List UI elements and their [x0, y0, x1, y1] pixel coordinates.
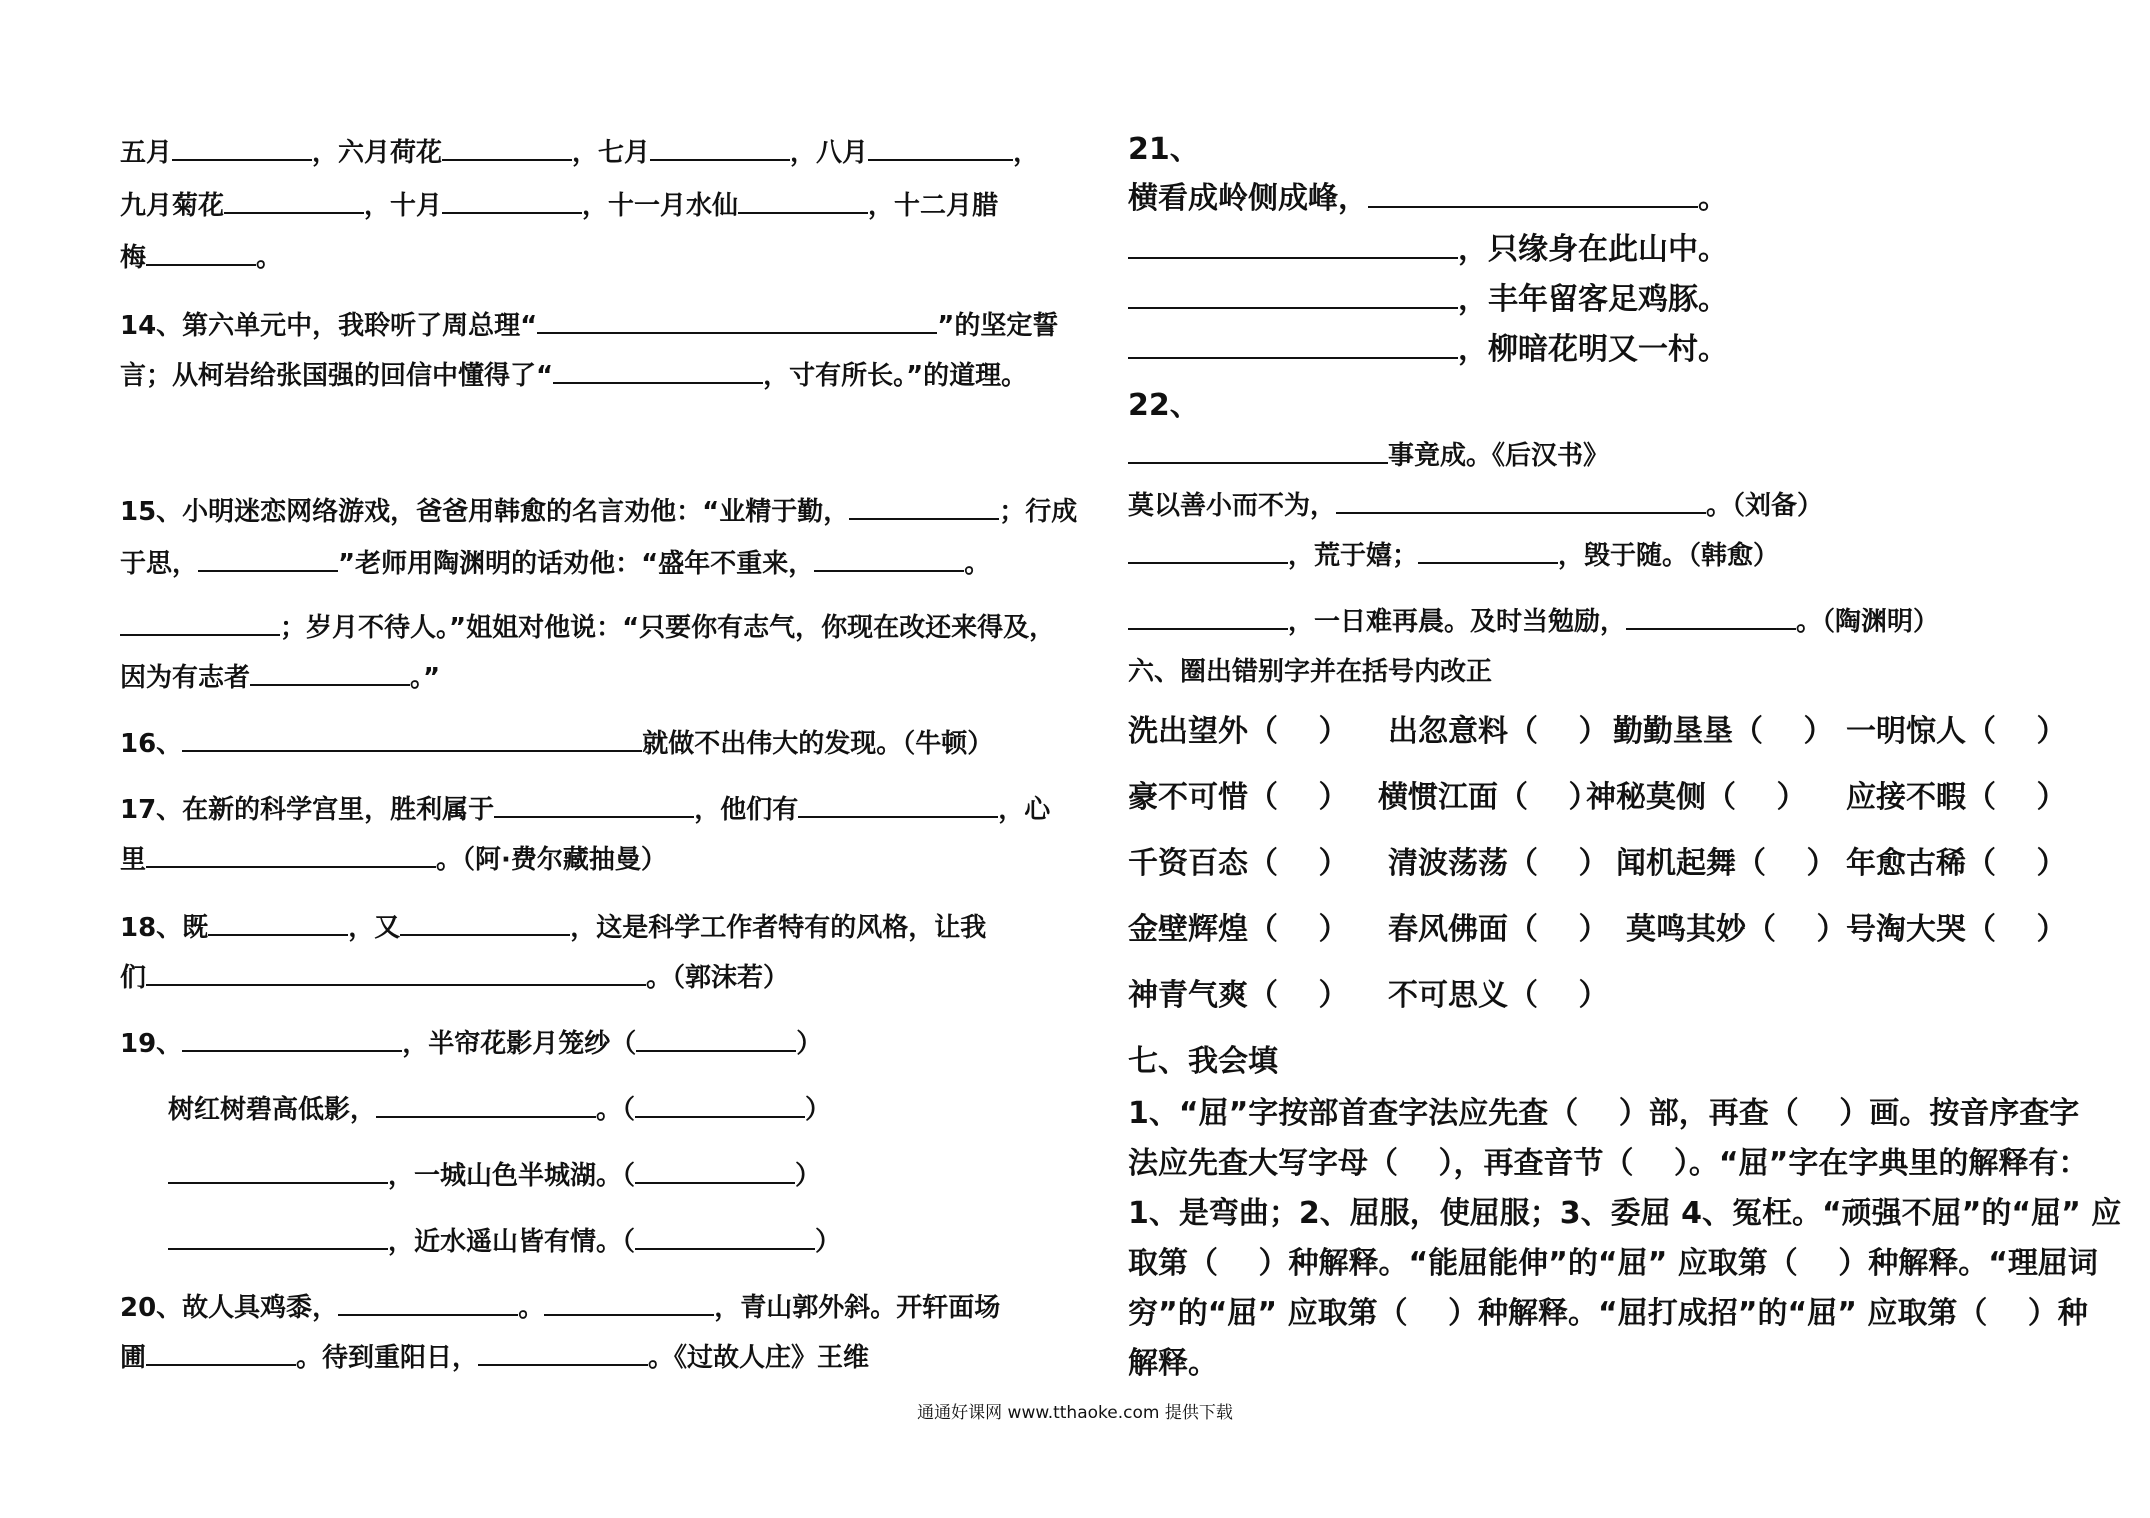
q21-line3: [1128, 282, 1728, 318]
text: ，半帘花影月笼纱（: [402, 1029, 637, 1059]
idiom-item[interactable]: 闻机起舞（ ）: [1616, 846, 1837, 881]
idiom-item[interactable]: 千资百态（ ）: [1128, 846, 1349, 881]
text: ，近水遥山皆有情。（: [388, 1227, 636, 1257]
q15-line1: [120, 494, 1077, 530]
text: 。: [256, 243, 283, 273]
q17-line1: [120, 792, 1050, 828]
text: 因为有志者: [120, 663, 251, 693]
q17-line2: [120, 842, 667, 878]
blank[interactable]: [182, 1026, 402, 1052]
blank[interactable]: [814, 546, 964, 572]
blank[interactable]: [146, 842, 436, 868]
blank[interactable]: [120, 610, 280, 636]
q22-line3: [1128, 538, 1779, 574]
text: ，柳暗花明又一村。: [1458, 332, 1728, 367]
blank[interactable]: [376, 1092, 596, 1118]
blank[interactable]: [250, 660, 410, 686]
text: ，一日难再晨。及时当勉励，: [1288, 607, 1627, 637]
text: 们: [120, 963, 147, 993]
q15-line3: [120, 610, 1055, 646]
blank[interactable]: [868, 135, 1013, 161]
text: 。（陶渊明）: [1796, 607, 1940, 637]
q14-line1: [120, 308, 1058, 344]
idiom-item[interactable]: 横惯江面（ ）: [1378, 780, 1599, 815]
text: 。: [518, 1293, 545, 1323]
section7-line: 法应先查大写字母（ ），再查音节（ ）。“屈”字在字典里的解释有：: [1128, 1146, 2089, 1181]
q18-line2: [120, 960, 789, 996]
blank[interactable]: [224, 188, 364, 214]
text: ，七月: [572, 138, 651, 168]
text: ，十一月水仙: [582, 191, 739, 221]
text: ”老师用陶渊明的话劝他：“盛年不重来，: [338, 549, 815, 579]
blank[interactable]: [1128, 233, 1458, 259]
q18-line1: [120, 910, 986, 946]
text: 20、故人具鸡黍，: [120, 1293, 339, 1323]
section7-line: 1、是弯曲；2、屈服，使屈服；3、委屈 4、冤枉。“顽强不屈”的“屈” 应: [1128, 1196, 2122, 1231]
text: ；行成: [999, 497, 1078, 527]
q22-line4: [1128, 604, 1939, 640]
idiom-item[interactable]: 应接不暇（ ）: [1846, 780, 2067, 815]
text: 。”: [410, 663, 441, 693]
q21-line4: [1128, 332, 1728, 368]
blank[interactable]: [146, 240, 256, 266]
blank[interactable]: [1128, 604, 1288, 630]
blank[interactable]: [442, 188, 582, 214]
blank[interactable]: [182, 726, 642, 752]
blank[interactable]: [1626, 604, 1796, 630]
text: 横看成岭侧成峰，: [1128, 181, 1368, 216]
blank[interactable]: [208, 910, 348, 936]
text: 。: [1698, 181, 1728, 216]
text: 五月: [120, 138, 173, 168]
q19-line3: [168, 1158, 821, 1194]
blank[interactable]: [1418, 538, 1558, 564]
text: ，又: [348, 913, 401, 943]
text: 言；从柯岩给张国强的回信中懂得了“: [120, 361, 554, 391]
blank[interactable]: [544, 1290, 714, 1316]
text: ，: [1013, 138, 1040, 168]
text: 。: [964, 549, 991, 579]
text: ）: [796, 1029, 823, 1059]
text: ，六月荷花: [312, 138, 443, 168]
text: ，毁于随。（韩愈）: [1558, 541, 1780, 571]
idiom-item[interactable]: 金壁辉煌（ ）: [1128, 912, 1349, 947]
text: 17、在新的科学宫里，胜利属于: [120, 795, 495, 825]
q19-line1: [120, 1026, 822, 1062]
blank[interactable]: [650, 135, 790, 161]
blank[interactable]: [146, 960, 646, 986]
text: ；岁月不待人。”姐姐对他说：“只要你有志气，你现在改还来得及，: [280, 613, 1056, 643]
text: ，一城山色半城湖。（: [388, 1161, 636, 1191]
text: ”的坚定誓: [937, 311, 1059, 341]
section7-line: 取第（ ）种解释。“能屈能伸”的“屈” 应取第（ ）种解释。“理屈词: [1128, 1246, 2098, 1281]
text: ）: [815, 1227, 842, 1257]
idiom-item[interactable]: 勤勤垦垦（ ）: [1613, 714, 1834, 749]
text: 18、既: [120, 913, 209, 943]
q21-line2: [1128, 232, 1728, 268]
idiom-item[interactable]: 一明惊人（ ）: [1846, 714, 2067, 749]
q13-line2: [120, 188, 998, 224]
idiom-item[interactable]: 春风佛面（ ）: [1388, 912, 1609, 947]
blank[interactable]: [798, 792, 998, 818]
blank[interactable]: [537, 308, 937, 334]
text: ，八月: [790, 138, 869, 168]
text: 梅: [120, 243, 147, 273]
blank[interactable]: [400, 910, 570, 936]
text: 16、: [120, 729, 183, 759]
q13-line1: [120, 135, 1039, 171]
text: ，只缘身在此山中。: [1458, 232, 1728, 267]
blank[interactable]: [1128, 283, 1458, 309]
q21-title: 21、: [1128, 132, 1200, 167]
blank[interactable]: [338, 1290, 518, 1316]
q20-line2: [120, 1340, 869, 1376]
blank[interactable]: [442, 135, 572, 161]
q15-line4: [120, 660, 440, 696]
page-footer: 通通好课网 www.tthaoke.com 提供下载: [917, 1403, 1233, 1423]
q16-line: [120, 726, 993, 762]
blank[interactable]: [635, 1158, 795, 1184]
text: 19、: [120, 1029, 183, 1059]
section6-title: 六、圈出错别字并在括号内改正: [1128, 657, 1493, 687]
text: 14、第六单元中，我聆听了周总理“: [120, 311, 538, 341]
blank[interactable]: [198, 546, 338, 572]
text: ，十月: [364, 191, 443, 221]
text: 树红树碧高低影，: [168, 1095, 377, 1125]
blank[interactable]: [146, 1340, 296, 1366]
text: ，丰年留客足鸡豚。: [1458, 282, 1728, 317]
text: 。《过故人庄》王维: [648, 1343, 870, 1373]
text: ）: [805, 1095, 832, 1125]
q19-line4: [168, 1224, 841, 1260]
q15-line2: [120, 546, 990, 582]
blank[interactable]: [478, 1340, 648, 1366]
text: ，十二月腊: [868, 191, 999, 221]
blank[interactable]: [635, 1092, 805, 1118]
idiom-item[interactable]: 不可思义（ ）: [1388, 978, 1609, 1013]
blank[interactable]: [1128, 438, 1388, 464]
text: ，心: [998, 795, 1051, 825]
q21-line1: [1128, 181, 1728, 217]
text: ，荒于嬉；: [1288, 541, 1419, 571]
text: 事竟成。《后汉书》: [1388, 441, 1610, 471]
idiom-item[interactable]: 莫鸣其妙（ ）: [1626, 912, 1847, 947]
blank[interactable]: [1336, 488, 1706, 514]
text: 。（: [596, 1095, 636, 1125]
text: 。（阿·费尔藏抽曼）: [436, 845, 667, 875]
idiom-item[interactable]: 豪不可惜（ ）: [1128, 780, 1349, 815]
idiom-item[interactable]: 神青气爽（ ）: [1128, 978, 1349, 1013]
idiom-item[interactable]: 出忽意料（ ）: [1388, 714, 1609, 749]
section7-title: 七、我会填: [1128, 1044, 1278, 1079]
text: 。（刘备）: [1706, 491, 1824, 521]
blank[interactable]: [738, 188, 868, 214]
q14-line2: [120, 358, 1027, 394]
text: 里: [120, 845, 147, 875]
q22-line1: [1128, 438, 1609, 474]
blank[interactable]: [168, 1158, 388, 1184]
idiom-item[interactable]: 神秘莫侧（ ）: [1586, 780, 1807, 815]
idiom-item[interactable]: 清波荡荡（ ）: [1388, 846, 1609, 881]
text: 莫以善小而不为，: [1128, 491, 1337, 521]
idiom-item[interactable]: 号淘大哭（ ）: [1846, 912, 2067, 947]
section7-line: 1、“屈”字按部首查字法应先查（ ）部，再查（ ）画。按音序查字: [1128, 1096, 2080, 1131]
blank[interactable]: [1128, 333, 1458, 359]
text: 15、小明迷恋网络游戏，爸爸用韩愈的名言劝他：“业精于勤，: [120, 497, 850, 527]
q22-title: 22、: [1128, 388, 1200, 423]
idiom-item[interactable]: 洗出望外（ ）: [1128, 714, 1349, 749]
text: ）: [795, 1161, 822, 1191]
section7-line: 穷”的“屈” 应取第（ ）种解释。“屈打成招”的“屈” 应取第（ ）种: [1128, 1296, 2088, 1331]
blank[interactable]: [1368, 182, 1698, 208]
blank[interactable]: [553, 358, 763, 384]
section7-line: 解释。: [1128, 1346, 1218, 1381]
text: 九月菊花: [120, 191, 225, 221]
q13-line3: [120, 240, 282, 276]
blank[interactable]: [172, 135, 312, 161]
text: ，青山郭外斜。开轩面场: [714, 1293, 1001, 1323]
blank[interactable]: [635, 1224, 815, 1250]
blank[interactable]: [1128, 538, 1288, 564]
text: 于思，: [120, 549, 199, 579]
idiom-item[interactable]: 年愈古稀（ ）: [1846, 846, 2067, 881]
text: ，他们有: [694, 795, 799, 825]
blank[interactable]: [636, 1026, 796, 1052]
text: 。（郭沫若）: [646, 963, 790, 993]
text: 圃: [120, 1343, 147, 1373]
text: ，这是科学工作者特有的风格，让我: [570, 913, 987, 943]
blank[interactable]: [849, 494, 999, 520]
q22-line2: [1128, 488, 1823, 524]
q19-line2: [168, 1092, 831, 1128]
q20-line1: [120, 1290, 1000, 1326]
blank[interactable]: [168, 1224, 388, 1250]
text: ，寸有所长。”的道理。: [763, 361, 1028, 391]
blank[interactable]: [494, 792, 694, 818]
text: 。待到重阳日，: [296, 1343, 479, 1373]
text: 就做不出伟大的发现。（牛顿）: [642, 729, 994, 759]
